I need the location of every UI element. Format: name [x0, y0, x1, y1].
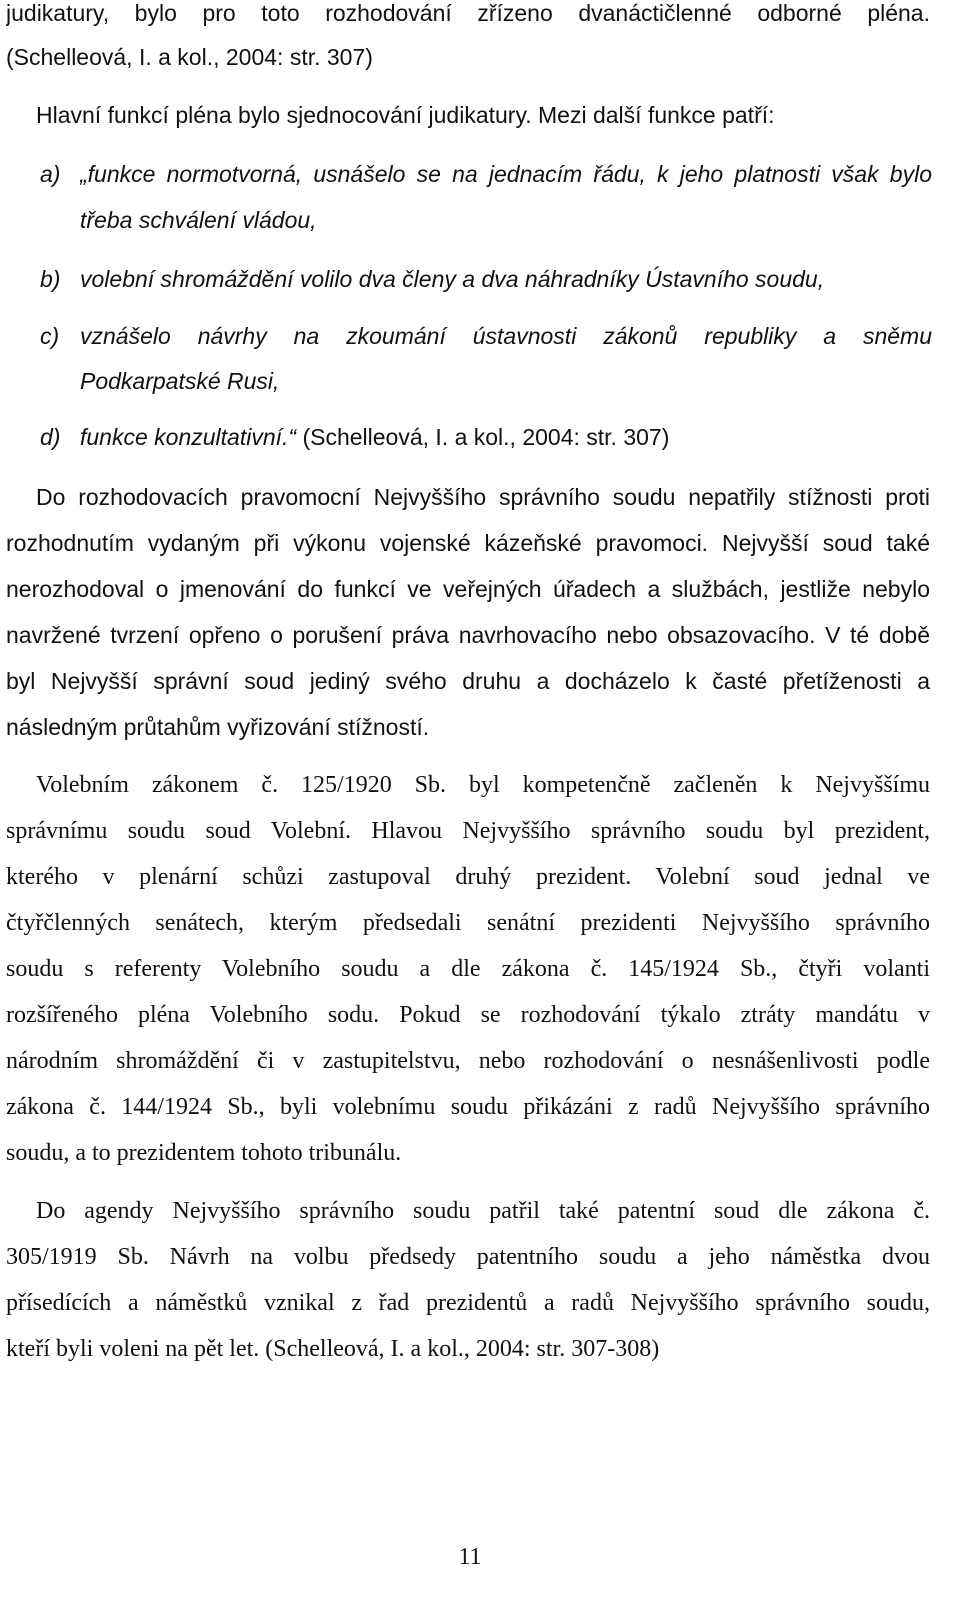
list-marker-c: c)	[40, 323, 60, 349]
function-d-text: funkce konzultativní.“	[80, 424, 297, 450]
function-c-line-1: vznášelo návrhy na zkoumání ústavnosti zákonů republiky a sněmu	[80, 325, 932, 349]
intro-line-3: Hlavní funkcí pléna bylo sjednocování judikatury. Mezi další funkce patří:	[36, 102, 775, 128]
paragraph-1-line-2: rozhodnutím vydaným při výkonu vojenské kázeňské pravomoci. Nejvyšší soud také	[6, 532, 930, 556]
paragraph-2-line-8: zákona č. 144/1924 Sb., byli volebnímu soudu přikázáni z radů Nejvyššího správního	[6, 1095, 930, 1120]
paragraph-3-line-4: kteří byli voleni na pět let. (Schelleová, I. a kol., 2004: str. 307-308)	[6, 1336, 660, 1362]
page-number: 11	[458, 1544, 482, 1570]
paragraph-1-line-6: následným průtahům vyřizování stížností.	[6, 714, 430, 740]
paragraph-2-line-2: správnímu soudu soud Volební. Hlavou Nejvyššího správního soudu byl prezident,	[6, 819, 930, 844]
paragraph-3-line-3: přísedících a náměstků vznikal z řad prezidentů a radů Nejvyššího správního soudu,	[6, 1291, 930, 1316]
list-marker-a: a)	[40, 161, 61, 187]
function-b-line-1: volební shromáždění volilo dva členy a dva náhradníky Ústavního soudu,	[80, 266, 825, 292]
paragraph-1-line-1: Do rozhodovacích pravomocní Nejvyššího správního soudu nepatřily stížnosti proti	[36, 486, 930, 510]
function-c-line-2: Podkarpatské Rusi,	[80, 368, 280, 394]
paragraph-2-line-6: rozšířeného pléna Volebního sodu. Pokud se rozhodování týkalo ztráty mandátu v	[6, 1003, 930, 1028]
function-d-citation: (Schelleová, I. a kol., 2004: str. 307)	[296, 424, 670, 450]
paragraph-2-line-5: soudu s referenty Volebního soudu a dle zákona č. 145/1924 Sb., čtyři volanti	[6, 957, 930, 982]
paragraph-1-line-3: nerozhodoval o jmenování do funkcí ve veřejných úřadech a službách, jestliže nebylo	[6, 578, 930, 602]
paragraph-3-line-2: 305/1919 Sb. Návrh na volbu předsedy patentního soudu a jeho náměstka dvou	[6, 1245, 930, 1270]
intro-line-2: (Schelleová, I. a kol., 2004: str. 307)	[6, 44, 373, 70]
function-a-line-1: „funkce normotvorná, usnášelo se na jednacím řádu, k jeho platnosti však bylo	[80, 163, 932, 187]
paragraph-1-line-4: navržené tvrzení opřeno o porušení práva navrhovacího nebo obsazovacího. V té době	[6, 624, 930, 648]
paragraph-2-line-4: čtyřčlenných senátech, kterým předsedali senátní prezidenti Nejvyššího správního	[6, 911, 930, 936]
function-d-line	[80, 426, 669, 449]
list-marker-b: b)	[40, 266, 61, 292]
paragraph-1-line-5: byl Nejvyšší správní soud jediný svého druhu a docházelo k časté přetíženosti a	[6, 670, 930, 694]
paragraph-2-line-1: Volebním zákonem č. 125/1920 Sb. byl kompetenčně začleněn k Nejvyššímu	[36, 773, 930, 798]
paragraph-2-line-9: soudu, a to prezidentem tohoto tribunálu.	[6, 1140, 402, 1166]
function-a-line-2: třeba schválení vládou,	[80, 207, 317, 233]
paragraph-2-line-3: kterého v plenární schůzi zastupoval druhý prezident. Volební soud jednal ve	[6, 865, 930, 890]
intro-line-1: judikatury, bylo pro toto rozhodování zřízeno dvanáctičlenné odborné pléna.	[6, 2, 930, 26]
list-marker-d: d)	[40, 424, 61, 450]
paragraph-2-line-7: národním shromáždění či v zastupitelstvu, nebo rozhodování o nesnášenlivosti podle	[6, 1049, 930, 1074]
paragraph-3-line-1: Do agendy Nejvyššího správního soudu patřil také patentní soud dle zákona č.	[36, 1199, 930, 1224]
